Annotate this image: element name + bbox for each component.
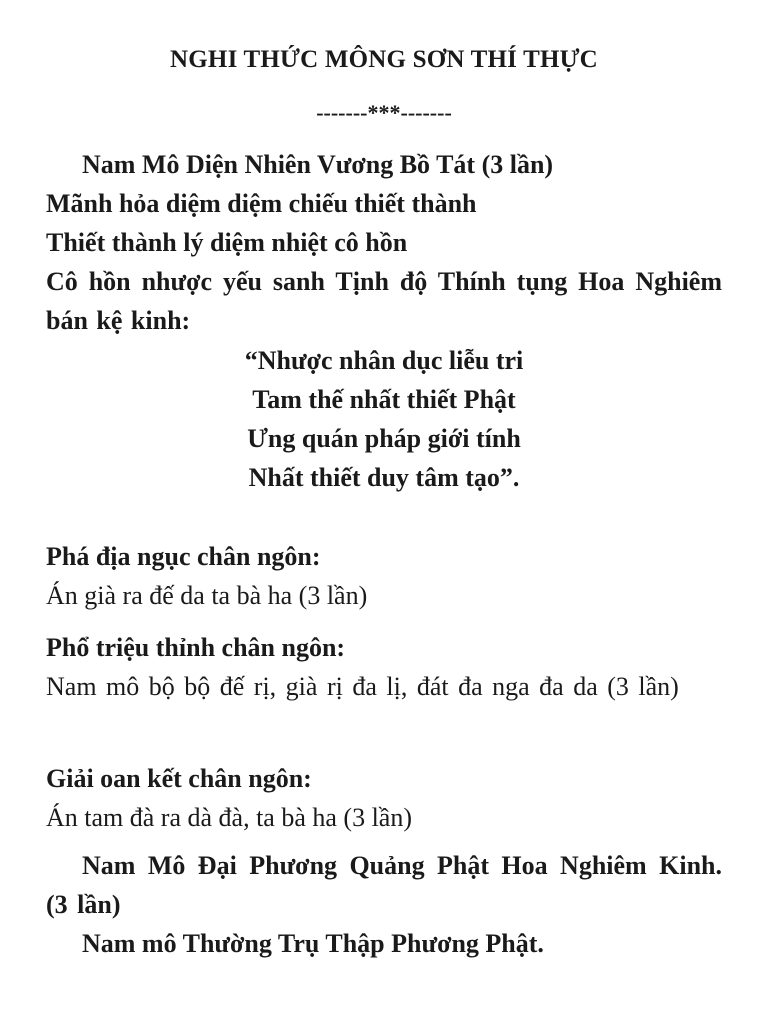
verse-line: Nhất thiết duy tâm tạo”. — [248, 463, 520, 492]
intro-line-3: Cô hồn nhược yếu sanh Tịnh độ Thính tụng Hoa Nghiêm bán kệ kinh: — [46, 267, 722, 335]
mantra-text: Án già ra đế da ta bà ha (3 lần) — [46, 581, 368, 610]
verse-line: Tam thế nhất thiết Phật — [252, 385, 516, 414]
intro-section — [46, 145, 722, 340]
mantra-text: Án tam đà ra dà đà, ta bà ha (3 lần) — [46, 803, 413, 832]
closing-line-1: Nam Mô Đại Phương Quảng Phật Hoa Nghiêm Kinh. (3 lần) — [46, 851, 760, 919]
mantra-text: Nam mô bộ bộ đế rị, già rị đa lị, đát đa nga đa da (3 lần) — [46, 672, 679, 701]
mantra-heading: Phổ triệu thỉnh chân ngôn: — [46, 633, 346, 662]
closing-section — [46, 846, 760, 963]
verse-line: “Nhược nhân dục liễu tri — [244, 346, 524, 375]
mantra-heading: Phá địa ngục chân ngôn: — [46, 542, 321, 571]
mantra-2 — [46, 628, 722, 706]
mantra-1 — [46, 537, 722, 615]
verse-section — [46, 341, 722, 497]
mantra-3 — [46, 759, 722, 837]
mantra-heading: Giải oan kết chân ngôn: — [46, 764, 312, 793]
page-title: NGHI THỨC MÔNG SƠN THÍ THỰC — [170, 46, 598, 73]
closing-line-2: Nam mô Thường Trụ Thập Phương Phật. — [82, 929, 544, 958]
title-separator: -------***------- — [316, 100, 452, 125]
intro-line-1: Mãnh hỏa diệm diệm chiếu thiết thành — [46, 189, 477, 218]
intro-line-2: Thiết thành lý diệm nhiệt cô hồn — [46, 228, 408, 257]
verse-line: Ưng quán pháp giới tính — [247, 424, 521, 453]
invocation-line: Nam Mô Diện Nhiên Vương Bồ Tát (3 lần) — [82, 150, 554, 179]
